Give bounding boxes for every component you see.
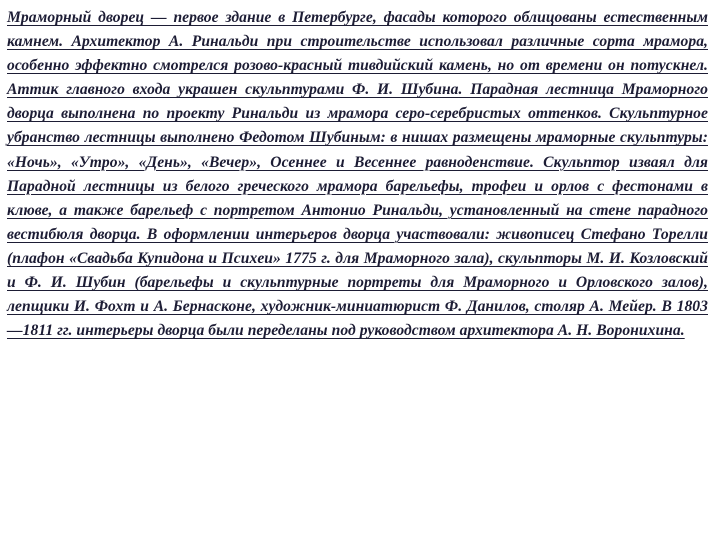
- body-paragraph: Мраморный дворец — первое здание в Петербурге, фасады которого облицованы естественным камнем. Архитектор А. Ринальди при строительстве использовал различные сорта мрамора, особенно эффектно смотрелся розово-красный тивдийский камень, но от времени он потускнел. Аттик главного входа украшен скульптурами Ф. И. Шубина. Парадная лестница Мраморного дворца выполнена по проекту Ринальди из мрамора серо-серебристых оттенков. Скульптурное убранство лестницы выполнено Федотом Шубиным: в нишах размещены мраморные скульптуры: «Ночь», «Утро», «День», «Вечер», Осеннее и Весеннее равноденствие. Скульптор изваял для Парадной лестницы из белого греческого мрамора барельефы, трофеи и орлов с фестонами в клюве, а также барельеф с портретом Антонио Ринальди, установленный на стене парадного вестибюля дворца. В оформлении интерьеров дворца участвовали: живописец Стефано Торелли (плафон «Свадьба Купидона и Психеи» 1775 г. для Мраморного зала), скульпторы М. И. Козловский и Ф. И. Шубин (барельефы и скульптурные портреты для Мраморного и Орловского залов), лепщики И. Фохт и А. Бернасконе, художник-миниатюрист Ф. Данилов, столяр А. Мейер. В 1803—1811 гг. интерьеры дворца были переделаны под руководством архитектора А. Н. Воронихина.: [7, 9, 708, 340]
- document-text-block: [7, 6, 708, 343]
